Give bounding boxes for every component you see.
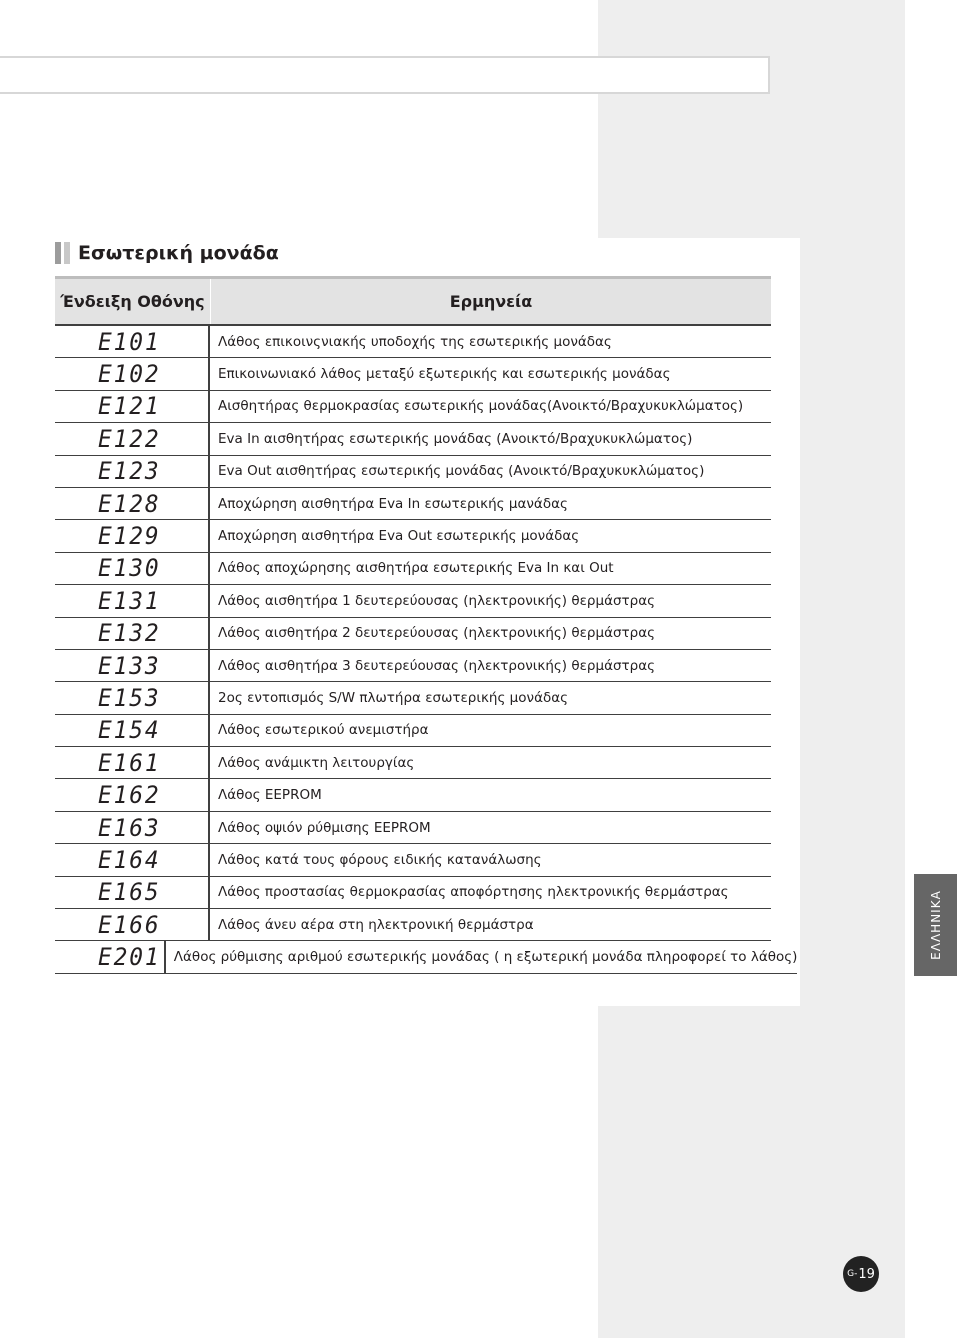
heading-marker-light bbox=[64, 242, 70, 264]
heading-marker-dark bbox=[55, 242, 61, 264]
table-row bbox=[55, 391, 771, 423]
error-code: E163 bbox=[98, 813, 161, 842]
meaning-cell: 2ος εντοπισμός S/W πλωτήρα εσωτερικής μονάδας bbox=[210, 682, 771, 714]
table-row bbox=[55, 682, 771, 714]
error-code: E129 bbox=[98, 522, 161, 551]
error-code-table bbox=[55, 276, 798, 974]
meaning-cell: Αποχώρηση αισθητήρα Eva In εσωτερικής μανάδας bbox=[210, 488, 771, 520]
error-code: E162 bbox=[98, 781, 161, 810]
meaning-cell: Λάθος αισθητήρα 1 δευτερεύουσας (ηλεκτρονικής) θερμάστρας bbox=[210, 585, 771, 617]
meaning-cell: Λάθος αισθητήρα 3 δευτερεύουσας (ηλεκτρονικής) θερμάστρας bbox=[210, 650, 771, 682]
error-code: E166 bbox=[98, 910, 161, 939]
error-code: E131 bbox=[98, 586, 161, 615]
table-row bbox=[55, 650, 771, 682]
meaning-cell: Λάθος οψιόν ρύθμισης EEPROM bbox=[210, 812, 771, 844]
table-row bbox=[55, 423, 771, 455]
display-cell bbox=[55, 715, 210, 747]
table-row bbox=[55, 877, 771, 909]
display-cell bbox=[55, 941, 166, 973]
table-row bbox=[55, 326, 771, 358]
meaning-cell: Λάθος ρύθμισης αριθμού εσωτερικής μονάδας ( η εξωτερική μονάδα πληροφορεί το λάθος) bbox=[166, 941, 798, 973]
error-code: E201 bbox=[98, 943, 161, 972]
error-code: E154 bbox=[98, 716, 161, 745]
error-code: E121 bbox=[98, 392, 161, 421]
table-row bbox=[55, 909, 771, 941]
display-cell bbox=[55, 618, 210, 650]
display-cell bbox=[55, 877, 210, 909]
section-title: Εσωτερική μονάδα bbox=[78, 242, 279, 264]
error-code: E128 bbox=[98, 489, 161, 518]
error-code: E130 bbox=[98, 554, 161, 583]
table-row bbox=[55, 812, 771, 844]
table-row bbox=[55, 585, 771, 617]
meaning-cell: Επικοινωνιακό λάθος μεταξύ εξωτερικής και εσωτερικής μονάδας bbox=[210, 358, 771, 390]
meaning-cell: Αισθητήρας θερμοκρασίας εσωτερικής μονάδας(Ανοικτό/Βραχυκυκλώματος) bbox=[210, 391, 771, 423]
page-number: 19 bbox=[858, 1266, 875, 1282]
header-bar bbox=[0, 56, 770, 94]
display-cell bbox=[55, 779, 210, 811]
error-code: E123 bbox=[98, 457, 161, 486]
table-row bbox=[55, 456, 771, 488]
meaning-cell: Λάθος EEPROM bbox=[210, 779, 771, 811]
meaning-cell: Eva Out αισθητήρας εσωτερικής μονάδας (Ανοικτό/Βραχυκυκλώματος) bbox=[210, 456, 771, 488]
table-row bbox=[55, 747, 771, 779]
display-cell bbox=[55, 747, 210, 779]
meaning-cell: Eva In αισθητήρας εσωτερικής μονάδας (Ανοικτό/Βραχυκυκλώματος) bbox=[210, 423, 771, 455]
page-number-badge bbox=[843, 1256, 879, 1292]
display-cell bbox=[55, 326, 210, 358]
error-code: E161 bbox=[98, 748, 161, 777]
meaning-cell: Λάθος προστασίας θερμοκρασίας αποφόρτησης ηλεκτρονικής θερμάστρας bbox=[210, 877, 771, 909]
language-tab bbox=[914, 874, 957, 976]
table-row bbox=[55, 715, 771, 747]
error-code: E102 bbox=[98, 360, 161, 389]
table-row bbox=[55, 779, 771, 811]
display-cell bbox=[55, 520, 210, 552]
table-header bbox=[55, 276, 771, 326]
display-cell bbox=[55, 682, 210, 714]
error-code: E153 bbox=[98, 683, 161, 712]
table-row bbox=[55, 358, 771, 390]
meaning-cell: Λάθος ανάμικτη λειτουργίας bbox=[210, 747, 771, 779]
language-label: ΕΛΛΗΝΙΚΑ bbox=[928, 890, 943, 960]
error-code: E164 bbox=[98, 845, 161, 874]
display-cell bbox=[55, 391, 210, 423]
meaning-cell: Λάθος άνευ αέρα στη ηλεκτρονική θερμάστρα bbox=[210, 909, 771, 941]
header-display: Ένδειξη Οθόνης bbox=[55, 279, 211, 324]
display-cell bbox=[55, 456, 210, 488]
table-row bbox=[55, 520, 771, 552]
table-row bbox=[55, 941, 798, 973]
display-cell bbox=[55, 812, 210, 844]
table-row bbox=[55, 618, 771, 650]
table-row bbox=[55, 844, 771, 876]
display-cell bbox=[55, 358, 210, 390]
display-cell bbox=[55, 585, 210, 617]
meaning-cell: Λάθος αισθητήρα 2 δευτερεύουσας (ηλεκτρονικής) θερμάστρας bbox=[210, 618, 771, 650]
display-cell bbox=[55, 488, 210, 520]
error-code: E133 bbox=[98, 651, 161, 680]
meaning-cell: Λάθος εσωτερικού ανεμιστήρα bbox=[210, 715, 771, 747]
header-meaning: Ερμηνεία bbox=[449, 292, 533, 311]
error-code: E165 bbox=[98, 878, 161, 907]
table-body bbox=[55, 326, 798, 974]
meaning-cell: Λάθος αποχώρησης αισθητήρα εσωτερικής Eva In και Out bbox=[210, 553, 771, 585]
page-prefix: G- bbox=[847, 1269, 858, 1279]
display-cell bbox=[55, 844, 210, 876]
display-cell bbox=[55, 909, 210, 941]
meaning-cell: Λάθος επικοινςνιακής υποδοχής της εσωτερικής μονάδας bbox=[210, 326, 771, 358]
meaning-cell: Αποχώρηση αισθητήρα Eva Out εσωτερικής μονάδας bbox=[210, 520, 771, 552]
display-cell bbox=[55, 650, 210, 682]
section-heading bbox=[55, 240, 279, 266]
error-code: E132 bbox=[98, 619, 161, 648]
display-cell bbox=[55, 423, 210, 455]
meaning-cell: Λάθος κατά τους φόρους ειδικής κατανάλωσης bbox=[210, 844, 771, 876]
table-row bbox=[55, 553, 771, 585]
error-code: E122 bbox=[98, 424, 161, 453]
table-row bbox=[55, 488, 771, 520]
display-cell bbox=[55, 553, 210, 585]
error-code: E101 bbox=[98, 327, 161, 356]
